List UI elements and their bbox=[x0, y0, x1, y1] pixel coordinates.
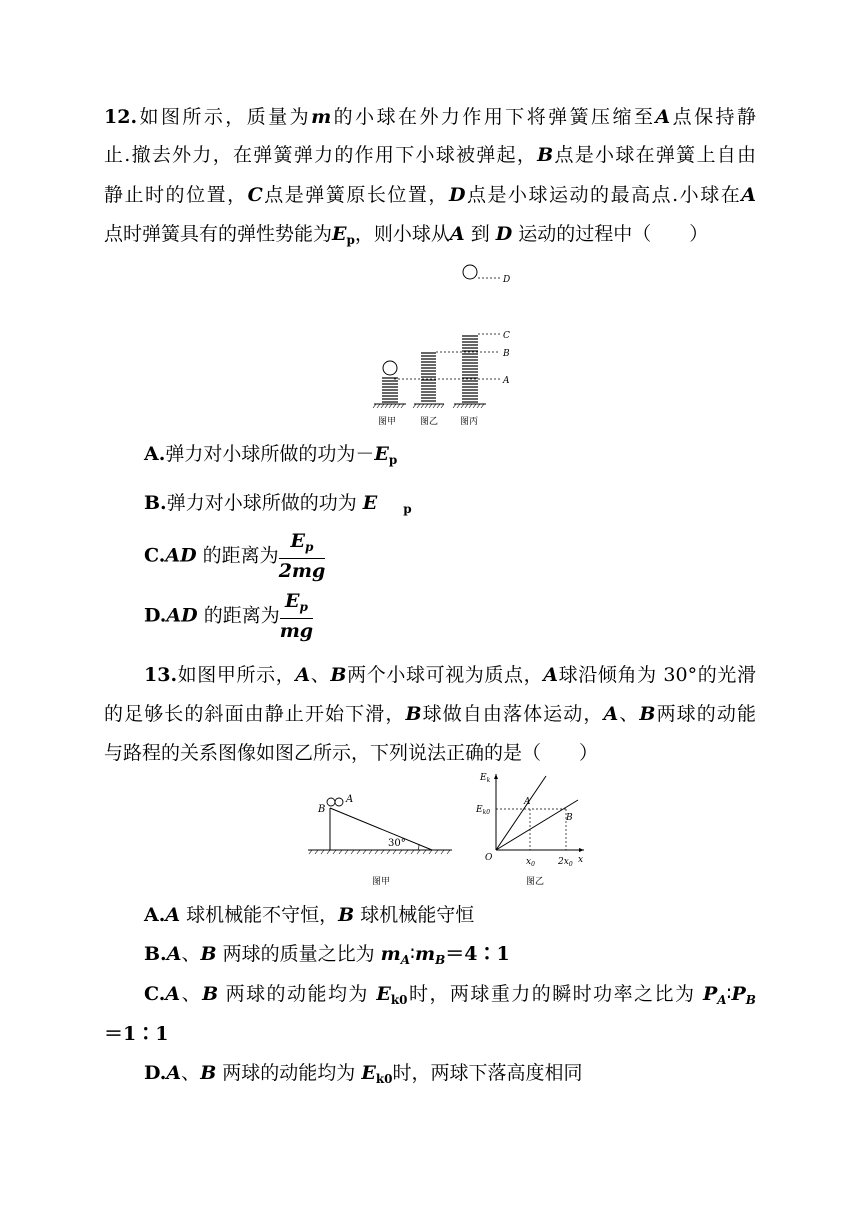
svg-text:图乙: 图乙 bbox=[526, 877, 545, 887]
label-c: C bbox=[503, 331, 510, 341]
incline-diagram bbox=[308, 794, 452, 887]
label-a: A bbox=[503, 376, 510, 386]
q12-spring-figure bbox=[368, 258, 528, 428]
label-b: B bbox=[503, 349, 510, 359]
q13-option-c-line2: ＝1∶1 bbox=[104, 1023, 169, 1045]
svg-text:Ek: $E_k$ bbox=[480, 773, 491, 784]
q13-option-c: C.A、B 两球的动能均为 $E_{k0}$时，两球重力的瞬时功率之比为 $P_A∶P_B$ bbox=[144, 983, 756, 1007]
fraction-d: $\frac{E_p}{mg}$ bbox=[279, 590, 314, 642]
ball-b bbox=[327, 798, 335, 806]
q12-line-2: 止.撤去外力，在弹簧弹力的作用下小球被弹起，B点是小球在弹簧上自由 bbox=[104, 144, 756, 166]
q13-option-a: A.A 球机械能不守恒，B 球机械能守恒 bbox=[144, 904, 475, 926]
svg-text:B: B bbox=[566, 813, 573, 823]
svg-text:x0: $x_0$ bbox=[526, 857, 535, 868]
fraction-c: $\frac{E_p}{2mg}$ bbox=[278, 530, 326, 582]
q12-option-d: D.AD 的距离为 $\frac{E_p}{mg}$ bbox=[144, 590, 314, 642]
ek-graph bbox=[475, 773, 584, 887]
q12-line-3: 静止时的位置，C点是弹簧原长位置，D点是小球运动的最高点.小球在A bbox=[104, 184, 756, 206]
q12-option-b: B.弹力对小球所做的功为 E $_p$ bbox=[144, 492, 412, 516]
spring-2 bbox=[421, 353, 436, 401]
ball-a bbox=[383, 361, 397, 375]
svg-text:图甲: 图甲 bbox=[372, 877, 391, 887]
ball-a-incline bbox=[335, 798, 343, 806]
q13-line-2: 的足够长的斜面由静止开始下滑，B球做自由落体运动，A、B两球的动能 bbox=[104, 703, 756, 725]
spring-3 bbox=[462, 336, 478, 402]
q13-line-3: 与路程的关系图像如图乙所示，下列说法正确的是（ ） bbox=[104, 742, 599, 764]
svg-text:2x0: $2x_0$ bbox=[558, 857, 573, 868]
caption-jia: 图甲 bbox=[378, 417, 397, 427]
q12-line-1: 12.如图所示，质量为m的小球在外力作用下将弹簧压缩至A点保持静 bbox=[104, 106, 756, 128]
svg-text:x: x bbox=[578, 855, 584, 865]
spring-1 bbox=[382, 378, 398, 402]
caption-bing: 图丙 bbox=[460, 417, 479, 427]
q12-line-4: 点时弹簧具有的弹性势能为$E_p$，则小球从A 到 D 运动的过程中（ ） bbox=[104, 223, 709, 247]
q12-option-c: C.AD 的距离为 $\frac{E_p}{2mg}$ bbox=[144, 530, 326, 582]
svg-text:A: A bbox=[524, 797, 531, 807]
svg-text:B: B bbox=[318, 804, 326, 815]
label-d: D bbox=[503, 275, 511, 285]
q13-option-b: B.A、B 两球的质量之比为 $m_A∶m_B=4∶1$ bbox=[144, 943, 510, 967]
q12-option-a: A.弹力对小球所做的功为$-E_p$ bbox=[144, 443, 398, 467]
caption-yi: 图乙 bbox=[420, 417, 439, 427]
svg-text:O: O bbox=[485, 853, 493, 863]
svg-text:30°: 30° bbox=[388, 838, 406, 849]
q13-line-1: 13.如图甲所示，A、B两个小球可视为质点，A球沿倾角为 30°的光滑 bbox=[144, 664, 756, 686]
q13-figure bbox=[300, 768, 600, 890]
ball-d bbox=[463, 265, 477, 279]
svg-text:Ek0: $E_{k0}$ bbox=[476, 805, 491, 816]
q13-option-d: D.A、B 两球的动能均为 $E_{k0}$时，两球下落高度相同 bbox=[144, 1062, 583, 1086]
svg-text:A: A bbox=[346, 794, 354, 805]
